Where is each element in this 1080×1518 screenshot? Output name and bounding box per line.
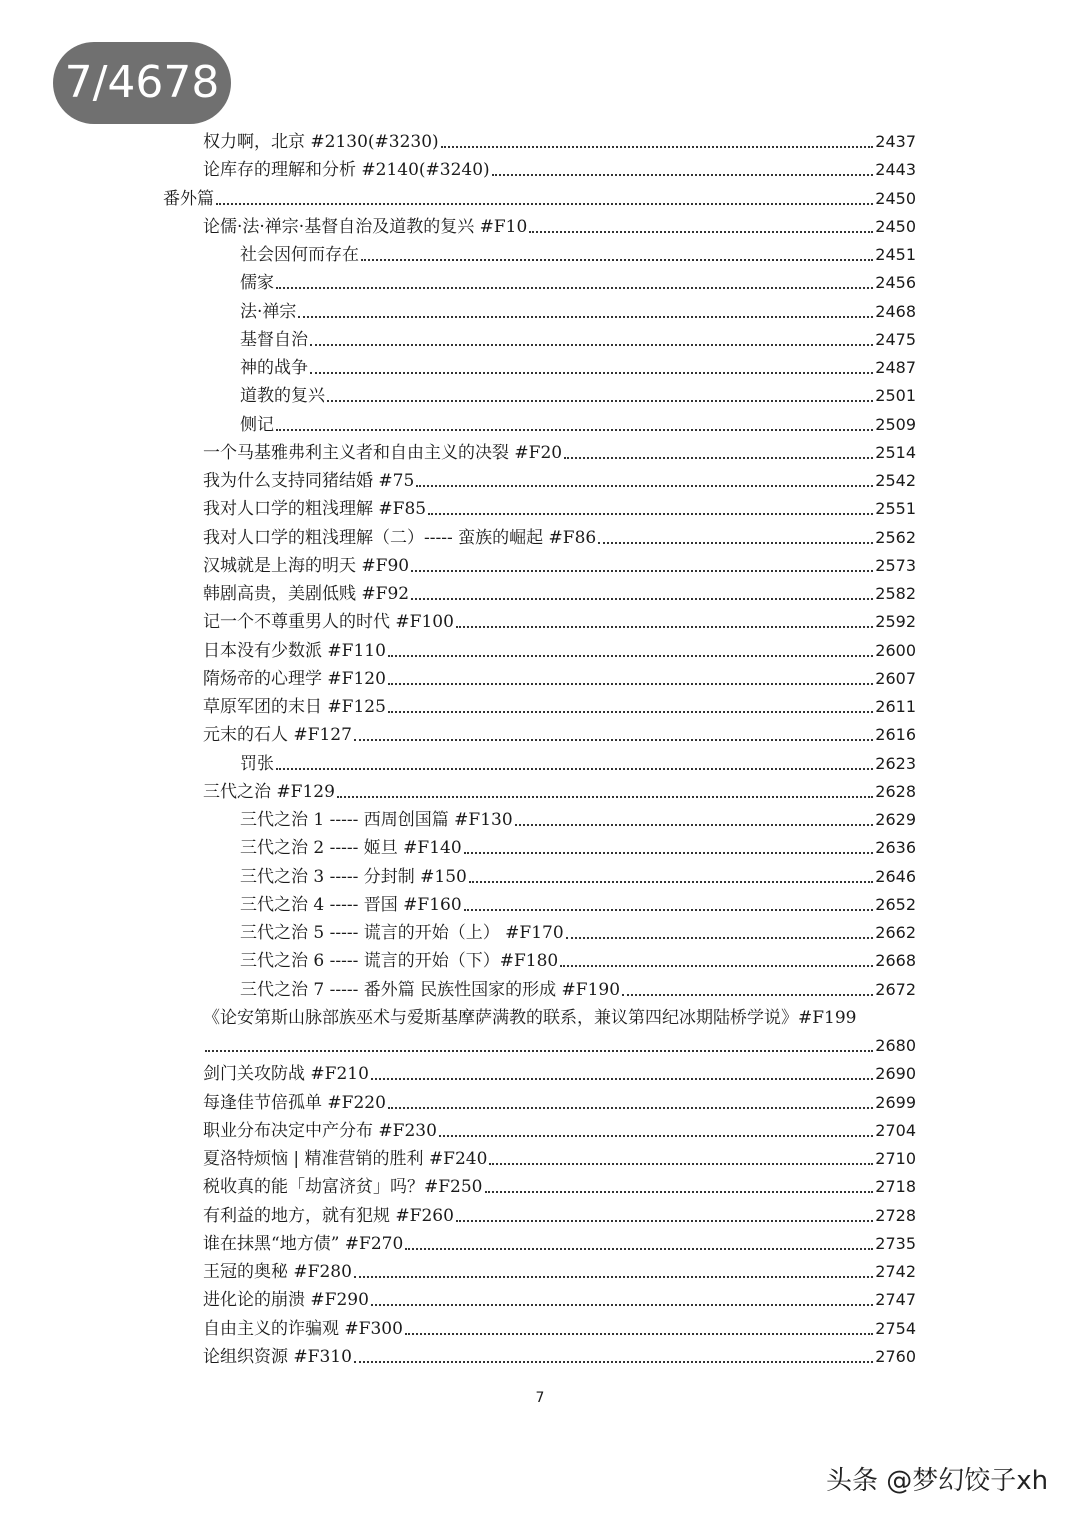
toc-entry-title: 谁在抹黑“地方债” #F270 — [203, 1233, 404, 1254]
toc-entry-title: 论儒·法·禅宗·基督自治及道教的复兴 #F10 — [203, 216, 528, 237]
toc-entry[interactable] — [0, 435, 1080, 463]
toc-entry[interactable] — [0, 1113, 1080, 1141]
dot-leader — [492, 174, 874, 176]
toc-entry-title: 儒家 — [240, 273, 274, 294]
toc-entry[interactable] — [0, 859, 1080, 887]
toc-entry-title: 番外篇 — [163, 188, 214, 209]
toc-entry-page: 2501 — [875, 386, 916, 406]
toc-entry[interactable] — [0, 887, 1080, 915]
toc-entry-title: 元末的石人 #F127 — [203, 725, 352, 746]
toc-entry-title: 三代之治 1 ----- 西周创国篇 #F130 — [240, 810, 513, 830]
dot-leader — [464, 852, 874, 854]
toc-entry-page: 2443 — [875, 160, 916, 180]
toc-entry-page: 2542 — [875, 471, 916, 490]
toc-entry-title: 记一个不尊重男人的时代 #F100 — [203, 612, 454, 633]
dot-leader — [411, 598, 873, 600]
toc-entry[interactable] — [0, 972, 1080, 1000]
dot-leader — [354, 1361, 873, 1363]
dot-leader — [405, 1248, 873, 1250]
dot-leader — [388, 683, 873, 685]
toc-entry-page: 2573 — [875, 555, 916, 575]
toc-entry[interactable] — [0, 265, 1080, 293]
watermark: 头条 @梦幻饺子xh — [826, 1466, 1049, 1496]
dot-leader — [566, 937, 874, 939]
dot-leader — [489, 1163, 873, 1165]
toc-entry-page: 2628 — [875, 781, 916, 801]
toc-entry-title: 王冠的奥秘 #F280 — [203, 1262, 352, 1282]
toc-entry-page: 2509 — [875, 414, 916, 434]
toc-entry[interactable] — [0, 717, 1080, 745]
page-number: 7 — [535, 1390, 545, 1406]
toc-entry-page: 2551 — [875, 499, 916, 519]
toc-entry[interactable] — [0, 1141, 1080, 1169]
toc-entry[interactable] — [0, 1226, 1080, 1254]
dot-leader — [485, 1191, 874, 1193]
toc-entry-title: 三代之治 5 ----- 谎言的开始（上） #F170 — [240, 923, 564, 943]
toc-entry-title: 进化论的崩溃 #F290 — [203, 1290, 369, 1311]
dot-leader — [456, 1220, 873, 1222]
dot-leader — [464, 909, 874, 911]
toc-entry[interactable] — [0, 604, 1080, 632]
toc-entry[interactable] — [0, 350, 1080, 378]
toc-entry-title: 权力啊，北京 #2130(#3230) — [203, 132, 439, 152]
toc-entry[interactable] — [0, 152, 1080, 180]
toc-entry-title: 罚张 — [240, 753, 274, 774]
toc-entry-title: 隋炀帝的心理学 #F120 — [203, 668, 386, 689]
toc-entry[interactable] — [0, 802, 1080, 830]
toc-entry-title: 剑门关攻防战 #F210 — [203, 1064, 369, 1085]
dot-leader — [598, 542, 873, 544]
toc-entry-title: 基督自治 — [240, 329, 308, 350]
dot-leader — [371, 1078, 873, 1080]
toc-entry-page: 2450 — [875, 216, 916, 236]
toc-entry[interactable] — [0, 1000, 1080, 1057]
toc-entry-title: 草原军团的末日 #F125 — [203, 697, 386, 717]
dot-leader — [310, 344, 873, 346]
toc-entry-page: 2680 — [875, 1036, 916, 1055]
toc-entry-title: 论组织资源 #F310 — [203, 1346, 352, 1367]
page-counter-badge: 7/4678 — [53, 42, 231, 124]
toc-entry-page: 2514 — [875, 442, 916, 462]
toc-entry-page: 2600 — [875, 640, 916, 660]
toc-entry[interactable] — [0, 1254, 1080, 1282]
toc-entry-title: 夏洛特烦恼 | 精准营销的胜利 #F240 — [203, 1149, 488, 1169]
toc-entry-page: 2699 — [875, 1092, 916, 1112]
toc-entry[interactable] — [0, 322, 1080, 350]
toc-entry-page: 2451 — [875, 245, 916, 264]
toc-entry-title: 日本没有少数派 #F110 — [203, 640, 386, 661]
toc-entry-title: 道教的复兴 — [240, 386, 325, 407]
toc-entry-page: 2607 — [875, 668, 916, 688]
toc-entry-page: 2616 — [875, 725, 916, 745]
toc-entry-page: 2668 — [875, 951, 916, 971]
toc-entry[interactable] — [0, 407, 1080, 435]
dot-leader — [361, 259, 873, 261]
toc-entry[interactable] — [0, 491, 1080, 519]
toc-entry-title: 侧记 — [240, 414, 274, 435]
dot-leader — [371, 1304, 873, 1306]
dot-leader — [337, 796, 873, 798]
dot-leader — [428, 513, 873, 515]
toc-entry-page: 2437 — [875, 132, 916, 151]
toc-entry[interactable] — [0, 548, 1080, 576]
toc-entry-title: 法·禅宗 — [240, 301, 297, 322]
toc-entry-title: 我为什么支持同猪结婚 #75 — [203, 471, 415, 491]
toc-entry-title: 《论安第斯山脉部族巫术与爱斯基摩萨满教的联系，兼议第四纪冰期陆桥学说》#F199 — [203, 1007, 857, 1028]
toc-entry-title: 三代之治 6 ----- 谎言的开始（下）#F180 — [240, 951, 559, 972]
toc-entry-page: 2754 — [875, 1318, 916, 1338]
toc-entry[interactable] — [0, 520, 1080, 548]
dot-leader — [276, 287, 873, 289]
toc-entry-title: 神的战争 — [240, 358, 308, 378]
toc-entry-page: 2611 — [875, 697, 916, 716]
toc-entry[interactable] — [0, 576, 1080, 604]
toc-entry-title: 论库存的理解和分析 #2140(#3240) — [203, 160, 490, 181]
toc-entry-title: 社会因何而存在 — [240, 245, 359, 265]
toc-entry[interactable] — [0, 124, 1080, 152]
dot-leader — [515, 824, 874, 826]
toc-entry-page: 2562 — [875, 527, 916, 547]
toc-entry[interactable] — [0, 181, 1080, 209]
dot-leader — [560, 965, 873, 967]
toc-entry-page: 2690 — [875, 1064, 916, 1084]
toc-entry[interactable] — [0, 746, 1080, 774]
toc-entry[interactable] — [0, 1198, 1080, 1226]
dot-leader — [411, 570, 873, 572]
toc-entry-title: 三代之治 7 ----- 番外篇 民族性国家的形成 #F190 — [240, 979, 621, 1000]
toc-entry[interactable] — [0, 209, 1080, 237]
toc-entry-page: 2450 — [875, 188, 916, 208]
toc-entry[interactable] — [0, 1339, 1080, 1367]
dot-leader — [441, 146, 874, 148]
toc-entry-page: 2629 — [875, 810, 916, 829]
toc-entry-page: 2735 — [875, 1233, 916, 1253]
dot-leader — [276, 429, 873, 431]
toc-entry-page: 2456 — [875, 273, 916, 293]
toc-entry[interactable] — [0, 1311, 1080, 1339]
toc-entry-page: 2747 — [875, 1290, 916, 1310]
toc-entry-title: 韩剧高贵，美剧低贱 #F92 — [203, 584, 410, 604]
toc-entry-page: 2742 — [875, 1262, 916, 1281]
toc-entry-title: 有利益的地方，就有犯规 #F260 — [203, 1205, 454, 1226]
toc-entry-page: 2636 — [875, 838, 916, 858]
dot-leader — [622, 994, 873, 996]
toc-entry-title: 我对人口学的粗浅理解 #F85 — [203, 499, 427, 520]
toc-entry[interactable] — [0, 633, 1080, 661]
toc-entry[interactable] — [0, 1282, 1080, 1310]
toc-entry-page: 2487 — [875, 358, 916, 377]
toc-entry-title: 三代之治 2 ----- 姬旦 #F140 — [240, 838, 462, 859]
dot-leader — [405, 1333, 873, 1335]
toc-entry-title: 一个马基雅弗利主义者和自由主义的决裂 #F20 — [203, 442, 563, 463]
dot-leader — [354, 739, 873, 741]
dot-leader — [388, 711, 873, 713]
toc-entry-page: 2718 — [875, 1177, 916, 1197]
toc-entry-title: 每逢佳节倍孤单 #F220 — [203, 1092, 386, 1113]
toc-entry[interactable] — [0, 943, 1080, 971]
dot-leader — [298, 316, 873, 318]
toc-entry[interactable] — [0, 1169, 1080, 1197]
dot-leader — [416, 485, 873, 487]
dot-leader — [388, 1107, 873, 1109]
toc-entry-page: 2704 — [875, 1120, 916, 1140]
toc-entry-title: 三代之治 #F129 — [203, 781, 335, 802]
toc-entry-title: 职业分布决定中产分布 #F230 — [203, 1120, 437, 1141]
toc-entry[interactable] — [0, 661, 1080, 689]
toc-entry-page: 2468 — [875, 301, 916, 321]
dot-leader — [439, 1135, 873, 1137]
toc-entry-page: 2728 — [875, 1205, 916, 1225]
toc-entry-page: 2652 — [875, 894, 916, 914]
toc-entry[interactable] — [0, 463, 1080, 491]
toc-entry-page: 2623 — [875, 753, 916, 773]
toc-entry-page: 2662 — [875, 923, 916, 942]
dot-leader — [205, 1050, 873, 1052]
dot-leader — [469, 881, 873, 883]
toc-entry[interactable] — [0, 774, 1080, 802]
toc-entry[interactable] — [0, 1085, 1080, 1113]
toc-entry[interactable] — [0, 378, 1080, 406]
dot-leader — [216, 203, 873, 205]
dot-leader — [310, 372, 873, 374]
toc-entry-title: 税收真的能「劫富济贫」吗？#F250 — [203, 1177, 483, 1198]
dot-leader — [276, 768, 873, 770]
toc-entry-page: 2760 — [875, 1346, 916, 1366]
toc-entry[interactable] — [0, 1056, 1080, 1084]
toc-entry[interactable] — [0, 830, 1080, 858]
dot-leader — [456, 626, 873, 628]
dot-leader — [388, 655, 873, 657]
toc-entry-title: 三代之治 3 ----- 分封制 #150 — [240, 866, 467, 887]
toc-entry-title: 三代之治 4 ----- 晋国 #F160 — [240, 894, 462, 915]
dot-leader — [529, 231, 873, 233]
toc-entry-page: 2582 — [875, 584, 916, 603]
toc-entry-page: 2710 — [875, 1149, 916, 1168]
toc-entry-page: 2592 — [875, 612, 916, 632]
toc-entry[interactable] — [0, 915, 1080, 943]
toc-entry-page: 2672 — [875, 979, 916, 999]
dot-leader — [564, 457, 873, 459]
toc-entry[interactable] — [0, 294, 1080, 322]
toc-entry-title: 我对人口学的粗浅理解（二）----- 蛮族的崛起 #F86 — [203, 527, 597, 548]
toc-entry[interactable] — [0, 689, 1080, 717]
dot-leader — [354, 1276, 873, 1278]
dot-leader — [327, 400, 873, 402]
toc-entry-title: 自由主义的诈骗观 #F300 — [203, 1318, 403, 1339]
toc-entry-title: 汉城就是上海的明天 #F90 — [203, 555, 410, 576]
toc-entry[interactable] — [0, 237, 1080, 265]
toc-entry-page: 2646 — [875, 866, 916, 886]
toc-entry-page: 2475 — [875, 329, 916, 349]
